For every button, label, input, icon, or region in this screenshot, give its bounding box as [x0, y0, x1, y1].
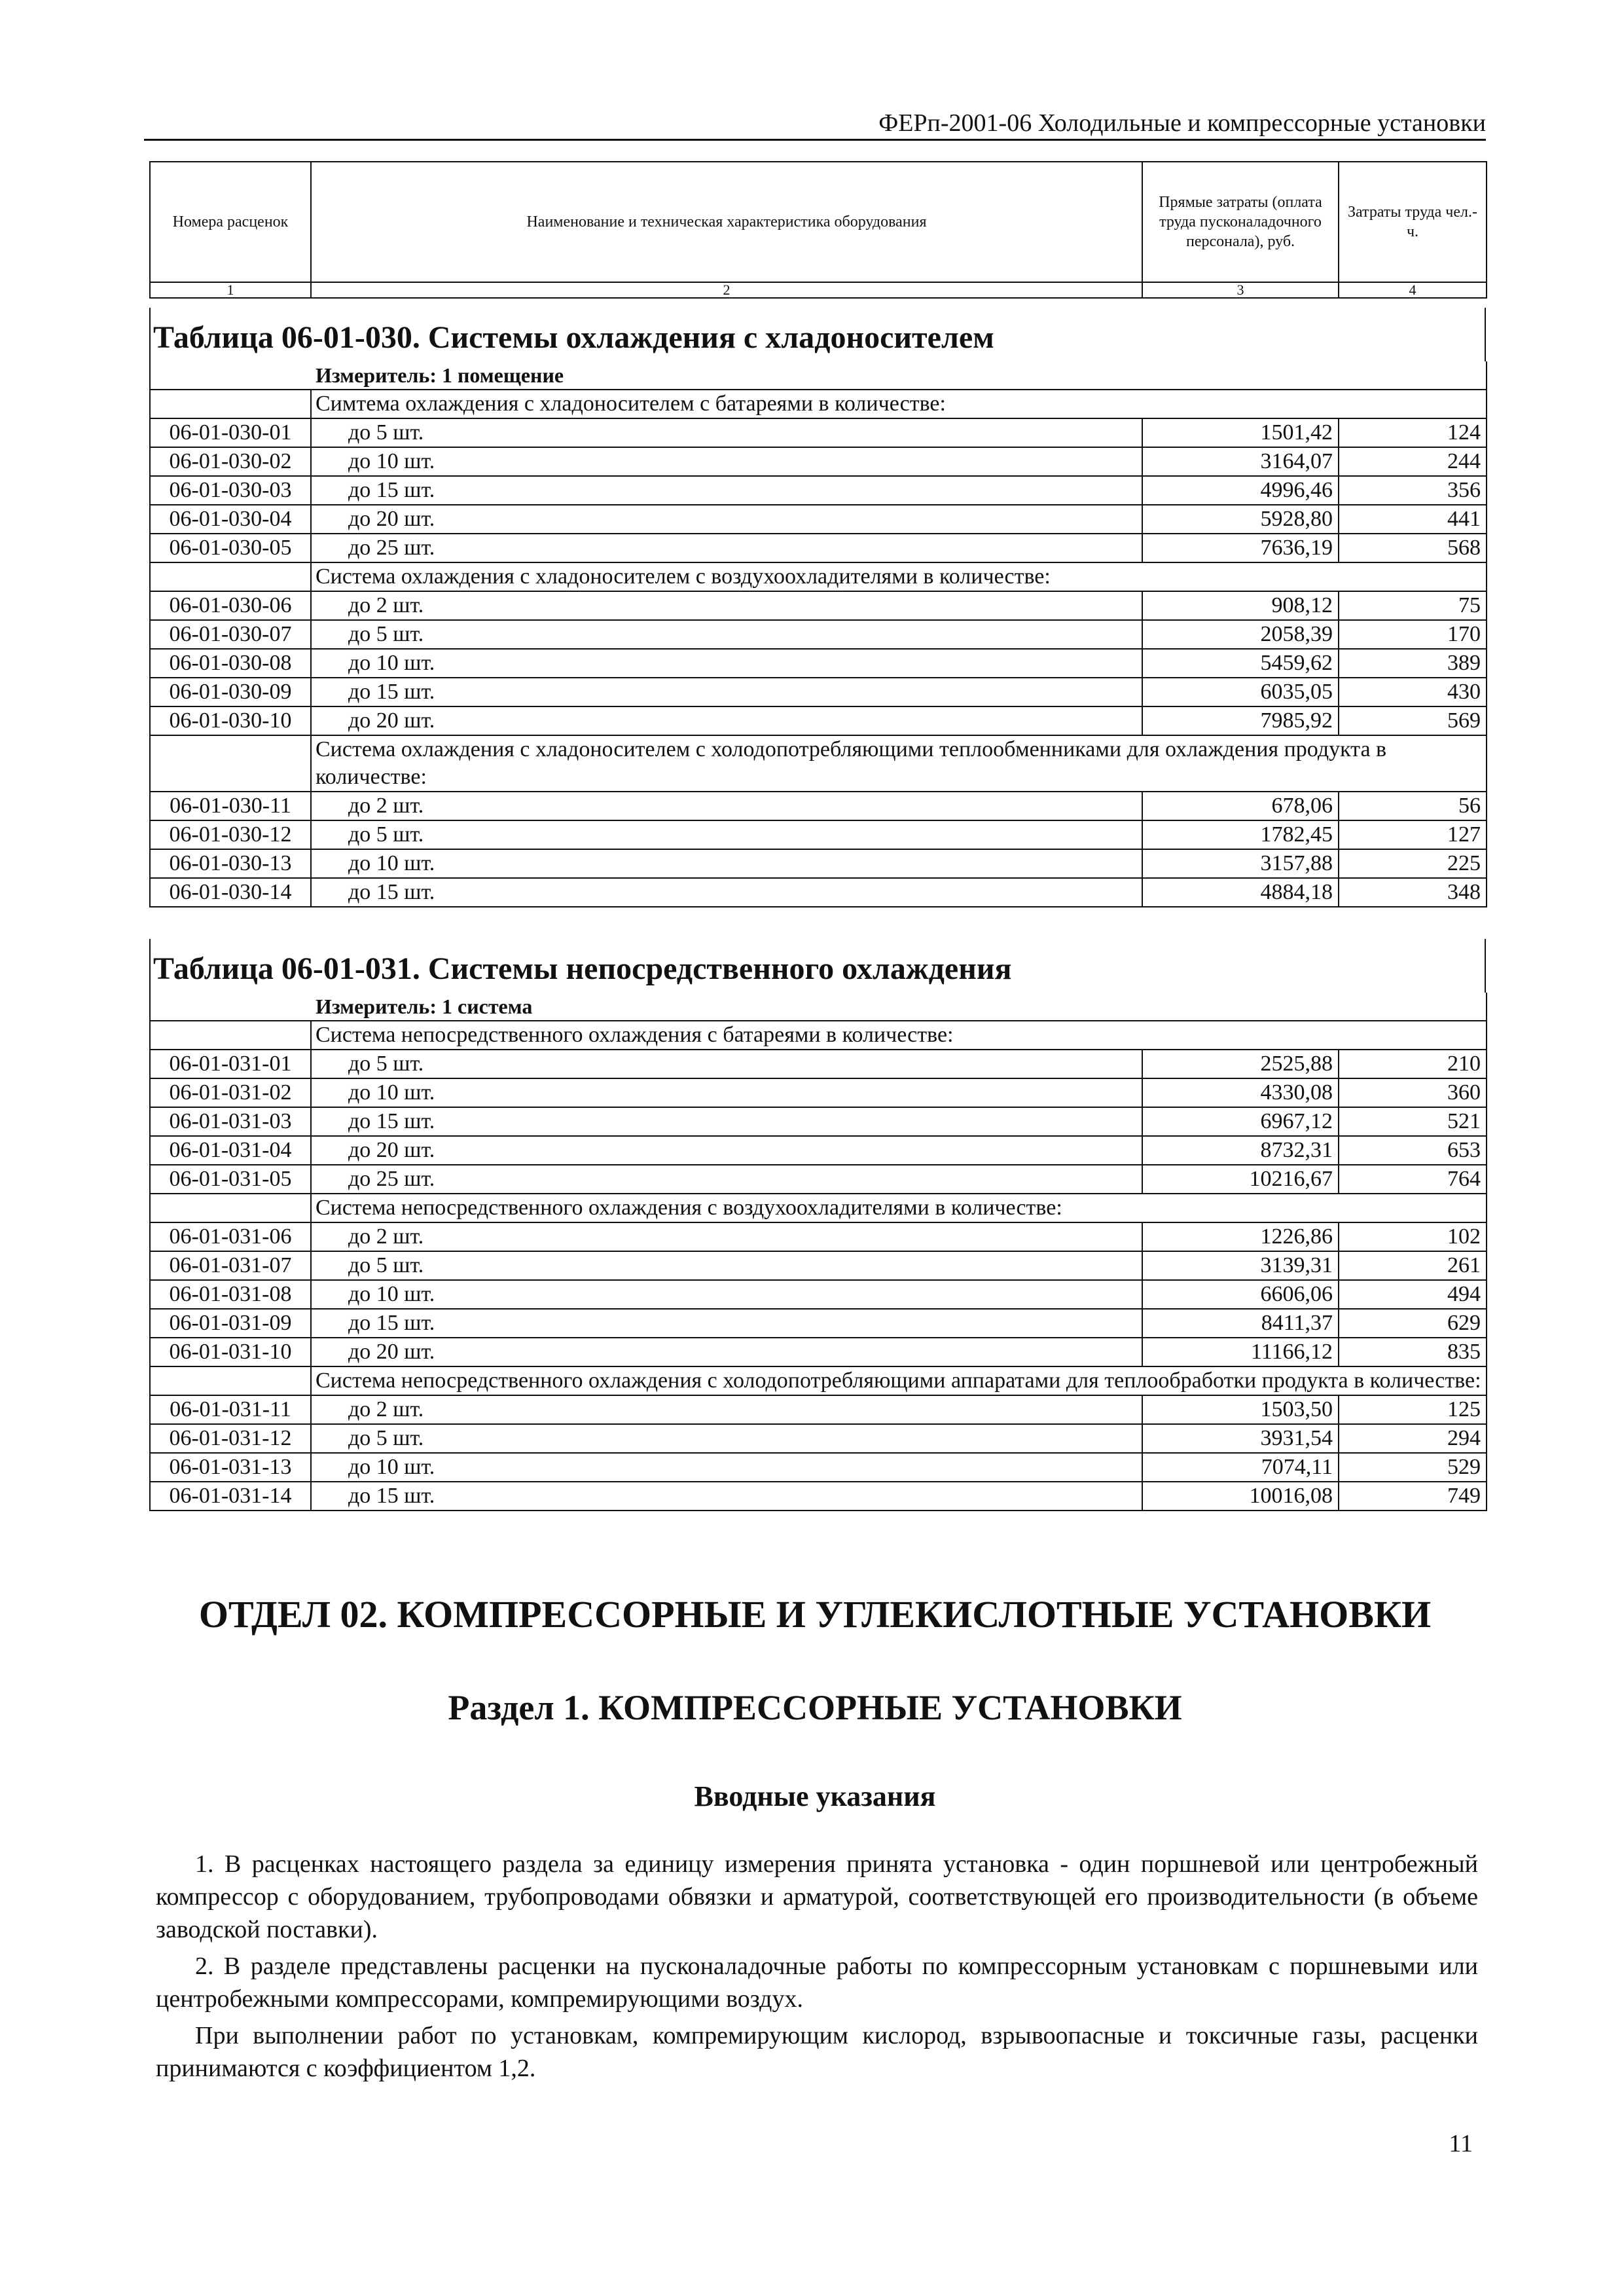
- direct-cost-value: 5928,80: [1142, 505, 1339, 534]
- rate-code: 06-01-031-13: [150, 1453, 311, 1482]
- direct-cost-value: 3164,07: [1142, 447, 1339, 476]
- rate-code: 06-01-031-02: [150, 1078, 311, 1107]
- table-row: [150, 505, 1487, 534]
- table-row: [150, 649, 1487, 678]
- intro-heading: Вводные указания: [694, 1780, 936, 1812]
- equipment-size: до 5 шт.: [311, 1424, 1142, 1453]
- rate-code: 06-01-030-03: [150, 476, 311, 505]
- direct-cost-value: 3139,31: [1142, 1251, 1339, 1280]
- equipment-size: до 10 шт.: [311, 447, 1142, 476]
- labor-value: 494: [1339, 1280, 1487, 1309]
- labor-value: 521: [1339, 1107, 1487, 1136]
- labor-value: 244: [1339, 447, 1487, 476]
- running-head: ФЕРп-2001-06 Холодильные и компрессорные установки: [878, 109, 1486, 137]
- labor-value: 210: [1339, 1050, 1487, 1078]
- group-code-cell: [150, 390, 311, 418]
- labor-value: 356: [1339, 476, 1487, 505]
- table-row: [150, 1309, 1487, 1338]
- page-number: 11: [1449, 2130, 1473, 2157]
- rate-code: 06-01-031-01: [150, 1050, 311, 1078]
- direct-cost-value: 7985,92: [1142, 706, 1339, 735]
- direct-cost-value: 8732,31: [1142, 1136, 1339, 1165]
- table-row: [150, 1395, 1487, 1424]
- labor-value: 56: [1339, 792, 1487, 820]
- group-code-cell: [150, 1021, 311, 1050]
- direct-cost-value: 4330,08: [1142, 1078, 1339, 1107]
- price-table: [149, 993, 1487, 1511]
- intro-paragraph: 2. В разделе представлены расценки на пусконаладочные работы по компрессорным установкам с поршневыми или центробежными компрессорами, компремирующими воздух.: [156, 1952, 1478, 2013]
- table-row: [150, 418, 1487, 447]
- part-heading: Раздел 1. КОМПРЕССОРНЫЕ УСТАНОВКИ: [448, 1688, 1182, 1727]
- table-row: [150, 1280, 1487, 1309]
- group-heading: Система непосредственного охлаждения с воздухоохладителями в количестве:: [311, 1194, 1487, 1222]
- group-heading-row: [150, 1366, 1487, 1395]
- direct-cost-value: 7636,19: [1142, 534, 1339, 562]
- table-title: Таблица 06-01-030. Системы охлаждения с хладоносителем: [149, 308, 1486, 361]
- header-num-2: 2: [311, 282, 1142, 298]
- labor-value: 75: [1339, 591, 1487, 620]
- labor-value: 127: [1339, 820, 1487, 849]
- direct-cost-value: 11166,12: [1142, 1338, 1339, 1366]
- rate-code: 06-01-030-11: [150, 792, 311, 820]
- equipment-size: до 20 шт.: [311, 1338, 1142, 1366]
- labor-value: 653: [1339, 1136, 1487, 1165]
- direct-cost-value: 2525,88: [1142, 1050, 1339, 1078]
- price-table: [149, 361, 1487, 907]
- equipment-size: до 10 шт.: [311, 649, 1142, 678]
- group-heading-row: [150, 390, 1487, 418]
- equipment-size: до 10 шт.: [311, 849, 1142, 878]
- direct-cost-value: 908,12: [1142, 591, 1339, 620]
- rate-code: 06-01-031-09: [150, 1309, 311, 1338]
- group-heading: Система охлаждения с хладоносителем с воздухоохладителями в количестве:: [311, 562, 1487, 591]
- equipment-size: до 2 шт.: [311, 1222, 1142, 1251]
- table-row: [150, 1050, 1487, 1078]
- equipment-size: до 25 шт.: [311, 534, 1142, 562]
- equipment-size: до 15 шт.: [311, 878, 1142, 907]
- direct-cost-value: 10016,08: [1142, 1482, 1339, 1511]
- table-row: [150, 476, 1487, 505]
- equipment-size: до 20 шт.: [311, 706, 1142, 735]
- equipment-size: до 15 шт.: [311, 1309, 1142, 1338]
- rate-code: 06-01-030-01: [150, 418, 311, 447]
- direct-cost-value: 2058,39: [1142, 620, 1339, 649]
- department-heading: ОТДЕЛ 02. КОМПРЕССОРНЫЕ И УГЛЕКИСЛОТНЫЕ УСТАНОВКИ: [198, 1593, 1432, 1636]
- labor-value: 348: [1339, 878, 1487, 907]
- equipment-size: до 5 шт.: [311, 820, 1142, 849]
- equipment-size: до 20 шт.: [311, 1136, 1142, 1165]
- table-row: [150, 1251, 1487, 1280]
- table-row: [150, 678, 1487, 706]
- labor-value: 170: [1339, 620, 1487, 649]
- labor-value: 835: [1339, 1338, 1487, 1366]
- equipment-size: до 5 шт.: [311, 1050, 1142, 1078]
- direct-cost-value: 10216,67: [1142, 1165, 1339, 1194]
- labor-value: 629: [1339, 1309, 1487, 1338]
- equipment-size: до 10 шт.: [311, 1280, 1142, 1309]
- equipment-size: до 15 шт.: [311, 1482, 1142, 1511]
- labor-value: 225: [1339, 849, 1487, 878]
- header-col-name: Наименование и техническая характеристика оборудования: [311, 162, 1142, 282]
- equipment-size: до 15 шт.: [311, 476, 1142, 505]
- direct-cost-value: 4996,46: [1142, 476, 1339, 505]
- rate-code: 06-01-030-13: [150, 849, 311, 878]
- rate-code: 06-01-031-11: [150, 1395, 311, 1424]
- group-heading: Система охлаждения с хладоносителем с холодопотребляющими теплообменниками для охлаждения продукта в количестве:: [311, 735, 1487, 792]
- equipment-size: до 15 шт.: [311, 678, 1142, 706]
- group-code-cell: [150, 735, 311, 792]
- table-row: [150, 534, 1487, 562]
- labor-value: 125: [1339, 1395, 1487, 1424]
- direct-cost-value: 1501,42: [1142, 418, 1339, 447]
- equipment-size: до 2 шт.: [311, 591, 1142, 620]
- equipment-size: до 2 шт.: [311, 792, 1142, 820]
- intro-text: [156, 1848, 1478, 2089]
- equipment-size: до 10 шт.: [311, 1078, 1142, 1107]
- labor-value: 441: [1339, 505, 1487, 534]
- equipment-size: до 25 шт.: [311, 1165, 1142, 1194]
- rate-code: 06-01-030-05: [150, 534, 311, 562]
- equipment-size: до 20 шт.: [311, 505, 1142, 534]
- direct-cost-value: 6967,12: [1142, 1107, 1339, 1136]
- group-heading-row: [150, 562, 1487, 591]
- table-row: [150, 1424, 1487, 1453]
- group-heading: Система непосредственного охлаждения с батареями в количестве:: [311, 1021, 1487, 1050]
- header-rule: [144, 139, 1486, 141]
- rate-code: 06-01-031-03: [150, 1107, 311, 1136]
- direct-cost-value: 3931,54: [1142, 1424, 1339, 1453]
- direct-cost-value: 1226,86: [1142, 1222, 1339, 1251]
- equipment-size: до 2 шт.: [311, 1395, 1142, 1424]
- labor-value: 569: [1339, 706, 1487, 735]
- labor-value: 389: [1339, 649, 1487, 678]
- table-row: [150, 706, 1487, 735]
- table-row: [150, 849, 1487, 878]
- rate-code: 06-01-031-05: [150, 1165, 311, 1194]
- labor-value: 749: [1339, 1482, 1487, 1511]
- direct-cost-value: 3157,88: [1142, 849, 1339, 878]
- direct-cost-value: 6035,05: [1142, 678, 1339, 706]
- column-header-table: [149, 161, 1487, 299]
- direct-cost-value: 7074,11: [1142, 1453, 1339, 1482]
- direct-cost-value: 1782,45: [1142, 820, 1339, 849]
- rate-code: 06-01-030-09: [150, 678, 311, 706]
- rate-code: 06-01-031-08: [150, 1280, 311, 1309]
- table-row: [150, 1136, 1487, 1165]
- table-row: [150, 1107, 1487, 1136]
- header-col-direct-cost: Прямые затраты (оплата труда пусконаладочного персонала), руб.: [1142, 162, 1339, 282]
- rate-code: 06-01-031-04: [150, 1136, 311, 1165]
- header-num-4: 4: [1339, 282, 1487, 298]
- meter-row: [150, 993, 1487, 1021]
- table-row: [150, 820, 1487, 849]
- direct-cost-value: 6606,06: [1142, 1280, 1339, 1309]
- table-title: Таблица 06-01-031. Системы непосредственного охлаждения: [149, 939, 1486, 993]
- rate-code: 06-01-030-14: [150, 878, 311, 907]
- equipment-size: до 5 шт.: [311, 1251, 1142, 1280]
- labor-value: 102: [1339, 1222, 1487, 1251]
- labor-value: 261: [1339, 1251, 1487, 1280]
- header-num-3: 3: [1142, 282, 1339, 298]
- direct-cost-value: 5459,62: [1142, 649, 1339, 678]
- group-heading-row: [150, 735, 1487, 792]
- group-code-cell: [150, 1366, 311, 1395]
- labor-value: 124: [1339, 418, 1487, 447]
- labor-value: 529: [1339, 1453, 1487, 1482]
- meter-label: Измеритель: 1 помещение: [150, 361, 1487, 390]
- group-heading-row: [150, 1194, 1487, 1222]
- group-code-cell: [150, 1194, 311, 1222]
- equipment-size: до 10 шт.: [311, 1453, 1142, 1482]
- rate-code: 06-01-030-04: [150, 505, 311, 534]
- rate-code: 06-01-030-07: [150, 620, 311, 649]
- group-heading-row: [150, 1021, 1487, 1050]
- rate-code: 06-01-030-06: [150, 591, 311, 620]
- header-col-codes: Номера расценок: [150, 162, 311, 282]
- header-num-1: 1: [150, 282, 311, 298]
- price-table-block: [149, 308, 1486, 907]
- direct-cost-value: 8411,37: [1142, 1309, 1339, 1338]
- table-row: [150, 447, 1487, 476]
- table-row: [150, 591, 1487, 620]
- rate-code: 06-01-030-10: [150, 706, 311, 735]
- header-col-labor: Затраты труда чел.-ч.: [1339, 162, 1487, 282]
- labor-value: 430: [1339, 678, 1487, 706]
- equipment-size: до 5 шт.: [311, 620, 1142, 649]
- table-row: [150, 1453, 1487, 1482]
- equipment-size: до 5 шт.: [311, 418, 1142, 447]
- rate-code: 06-01-030-08: [150, 649, 311, 678]
- labor-value: 764: [1339, 1165, 1487, 1194]
- intro-paragraph: При выполнении работ по установкам, компремирующим кислород, взрывоопасные и токсичные газы, расценки принимаются с коэффициентом 1,2.: [156, 2022, 1478, 2082]
- rate-code: 06-01-031-12: [150, 1424, 311, 1453]
- meter-label: Измеритель: 1 система: [150, 993, 1487, 1021]
- price-table-block: [149, 939, 1486, 1511]
- direct-cost-value: 1503,50: [1142, 1395, 1339, 1424]
- rate-code: 06-01-031-14: [150, 1482, 311, 1511]
- table-row: [150, 1078, 1487, 1107]
- table-row: [150, 1165, 1487, 1194]
- table-row: [150, 1482, 1487, 1511]
- rate-code: 06-01-031-07: [150, 1251, 311, 1280]
- rate-code: 06-01-031-10: [150, 1338, 311, 1366]
- table-row: [150, 1338, 1487, 1366]
- table-row: [150, 620, 1487, 649]
- group-heading: Симтема охлаждения с хладоносителем с батареями в количестве:: [311, 390, 1487, 418]
- meter-row: [150, 361, 1487, 390]
- group-heading: Система непосредственного охлаждения с холодопотребляющими аппаратами для теплообработки продукта в количестве:: [311, 1366, 1487, 1395]
- table-row: [150, 792, 1487, 820]
- direct-cost-value: 4884,18: [1142, 878, 1339, 907]
- rate-code: 06-01-030-02: [150, 447, 311, 476]
- intro-paragraph: 1. В расценках настоящего раздела за единицу измерения принята установка - один поршневой или центробежный компрессор с оборудованием, трубопроводами обвязки и арматурой, соответствующей его производительности (в объеме заводской поставки).: [156, 1850, 1478, 1943]
- labor-value: 568: [1339, 534, 1487, 562]
- direct-cost-value: 678,06: [1142, 792, 1339, 820]
- rate-code: 06-01-031-06: [150, 1222, 311, 1251]
- labor-value: 294: [1339, 1424, 1487, 1453]
- group-code-cell: [150, 562, 311, 591]
- table-row: [150, 878, 1487, 907]
- equipment-size: до 15 шт.: [311, 1107, 1142, 1136]
- rate-code: 06-01-030-12: [150, 820, 311, 849]
- labor-value: 360: [1339, 1078, 1487, 1107]
- table-row: [150, 1222, 1487, 1251]
